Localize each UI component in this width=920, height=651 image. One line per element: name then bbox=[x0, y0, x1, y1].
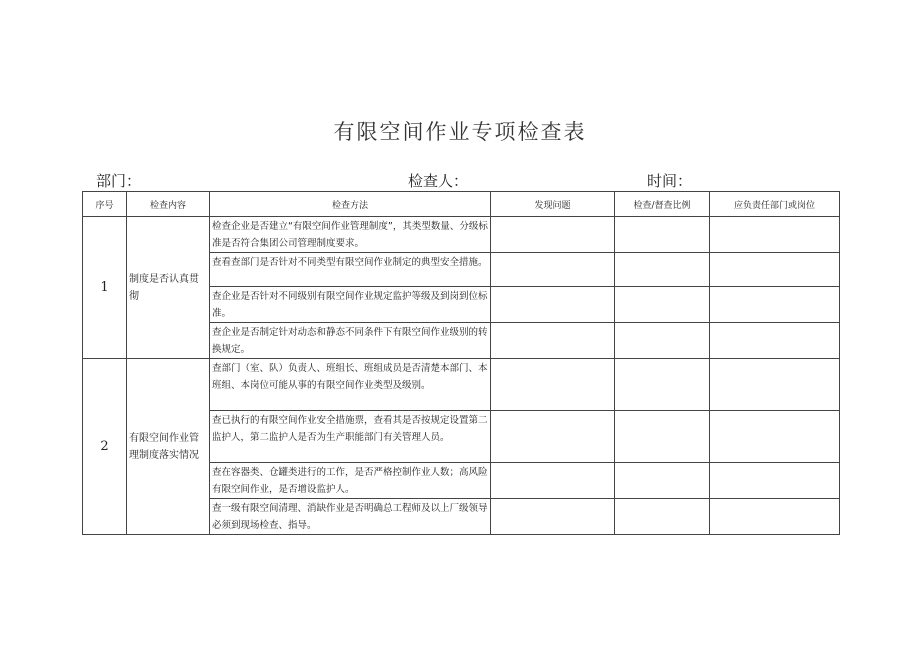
responsible-cell[interactable] bbox=[710, 359, 840, 411]
header-content: 检查内容 bbox=[127, 192, 210, 217]
check-method: 查部门（室、队）负责人、班组长、班组成员是否清楚本部门、本班组、本岗位可能从事的有限空间作业类型及级别。 bbox=[210, 359, 491, 411]
time-label: 时间： bbox=[647, 172, 693, 190]
row-number: 2 bbox=[83, 359, 127, 535]
responsible-cell[interactable] bbox=[710, 463, 840, 499]
ratio-cell[interactable] bbox=[615, 323, 710, 359]
issues-cell[interactable] bbox=[491, 217, 615, 253]
check-content: 制度是否认真贯彻 bbox=[127, 217, 210, 359]
check-method: 查在容器类、仓罐类进行的工作，是否严格控制作业人数；高风险有限空间作业，是否增设监护人。 bbox=[210, 463, 491, 499]
inspector-label: 检查人： bbox=[408, 172, 469, 190]
ratio-cell[interactable] bbox=[615, 463, 710, 499]
responsible-cell[interactable] bbox=[710, 323, 840, 359]
issues-cell[interactable] bbox=[491, 323, 615, 359]
issues-cell[interactable] bbox=[491, 411, 615, 463]
ratio-cell[interactable] bbox=[615, 499, 710, 535]
row-number: 1 bbox=[83, 217, 127, 359]
ratio-cell[interactable] bbox=[615, 253, 710, 287]
table-row bbox=[83, 217, 840, 253]
responsible-cell[interactable] bbox=[710, 287, 840, 323]
check-method: 查企业是否制定针对动态和静态不同条件下有限空间作业级别的转换规定。 bbox=[210, 323, 491, 359]
responsible-cell[interactable] bbox=[710, 411, 840, 463]
check-method: 检查企业是否建立“有限空间作业管理制度”，其类型数量、分级标准是否符合集团公司管理制度要求。 bbox=[210, 217, 491, 253]
department-label: 部门： bbox=[96, 172, 142, 190]
issues-cell[interactable] bbox=[491, 287, 615, 323]
issues-cell[interactable] bbox=[491, 499, 615, 535]
header-responsible: 应负责任部门或岗位 bbox=[710, 192, 840, 217]
document-title: 有限空间作业专项检查表 bbox=[333, 120, 587, 144]
check-method: 查一级有限空间清理、消缺作业是否明确总工程师及以上厂级领导必须到现场检查、指导。 bbox=[210, 499, 491, 535]
responsible-cell[interactable] bbox=[710, 253, 840, 287]
check-content: 有限空间作业管理制度落实情况 bbox=[127, 359, 210, 535]
ratio-cell[interactable] bbox=[615, 287, 710, 323]
ratio-cell[interactable] bbox=[615, 217, 710, 253]
issues-cell[interactable] bbox=[491, 253, 615, 287]
check-method: 查看查部门是否针对不同类型有限空间作业制定的典型安全措施。 bbox=[210, 253, 491, 287]
check-method: 查企业是否针对不同级别有限空间作业规定监护等级及到岗到位标准。 bbox=[210, 287, 491, 323]
table-header-row bbox=[83, 192, 840, 217]
header-method: 检查方法 bbox=[210, 192, 491, 217]
ratio-cell[interactable] bbox=[615, 411, 710, 463]
issues-cell[interactable] bbox=[491, 463, 615, 499]
responsible-cell[interactable] bbox=[710, 499, 840, 535]
check-method: 查已执行的有限空间作业安全措施票，查看其是否按规定设置第二监护人，第二监护人是否为生产职能部门有关管理人员。 bbox=[210, 411, 491, 463]
table-row bbox=[83, 359, 840, 411]
issues-cell[interactable] bbox=[491, 359, 615, 411]
header-ratio: 检查/督查比例 bbox=[615, 192, 710, 217]
responsible-cell[interactable] bbox=[710, 217, 840, 253]
ratio-cell[interactable] bbox=[615, 359, 710, 411]
header-issues: 发现问题 bbox=[491, 192, 615, 217]
header-number: 序号 bbox=[83, 192, 127, 217]
inspection-table bbox=[82, 191, 840, 535]
